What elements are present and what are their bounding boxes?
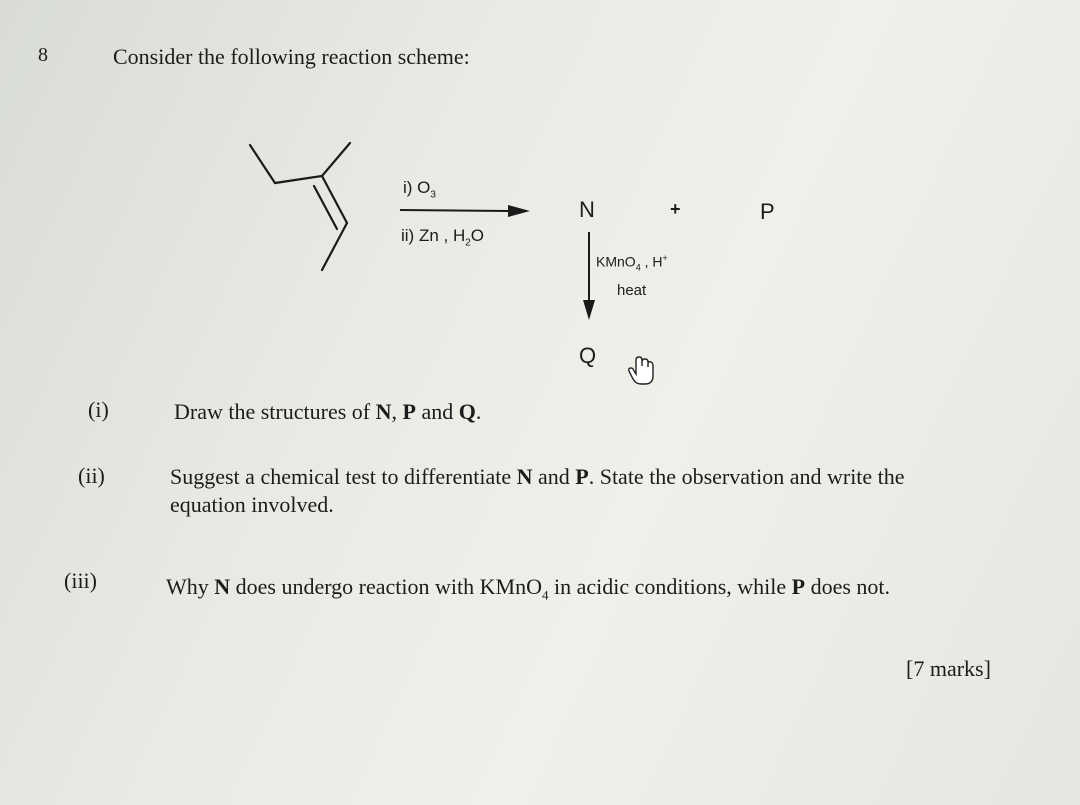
part-iii-label: (iii) xyxy=(64,568,97,593)
reagent-step2: ii) Zn , $H_2O$ xyxy=(401,226,485,249)
reagent-step1: i) $O_3$ xyxy=(403,178,436,201)
marks-label: [7 marks] xyxy=(906,656,991,681)
part-ii-text: Suggest a chemical test to differentiate N and P. State the observation and write the equation involved. xyxy=(170,464,905,517)
product-n-label: N xyxy=(579,197,595,222)
question-heading: Consider the following reaction scheme: xyxy=(113,44,470,69)
product-p-label: P xyxy=(760,199,775,224)
part-i-label: (i) xyxy=(88,397,109,422)
oxidant-label: KMnO$_4$ , H+ xyxy=(596,253,668,273)
part-ii-label: (ii) xyxy=(78,463,105,488)
reaction-arrow xyxy=(400,205,530,217)
question-number: 8 xyxy=(38,44,48,66)
plus-sign: + xyxy=(670,199,681,219)
product-q-label: Q xyxy=(579,343,597,368)
part-iii-text: Why N does undergo reaction with KMnO$_4$ in acidic conditions, while P does not. xyxy=(166,574,891,603)
condition-label: heat xyxy=(617,282,647,299)
hand-cursor-icon xyxy=(629,357,653,384)
part-i-text: Draw the structures of N, P and Q. xyxy=(174,399,482,424)
oxidation-arrow xyxy=(583,232,595,320)
alkene-structure xyxy=(250,143,350,270)
